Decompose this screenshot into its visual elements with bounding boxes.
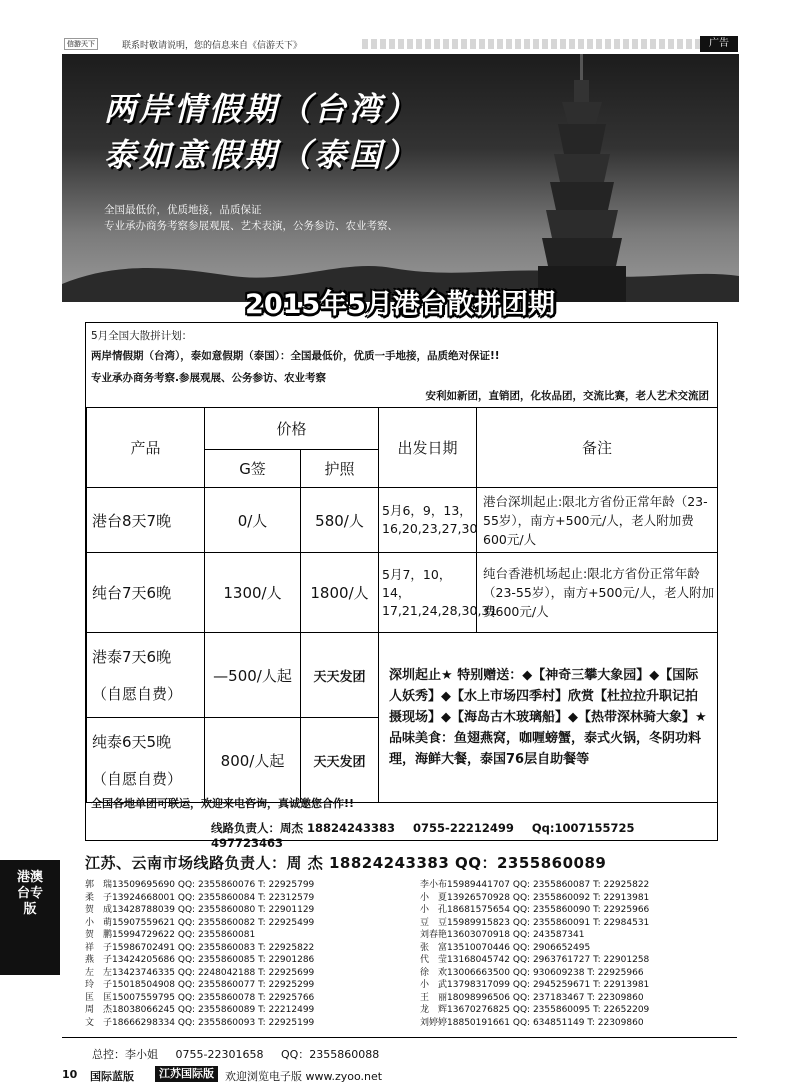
control-qq: QQ：2355860088 [280, 1048, 380, 1061]
contact-row: 周 杰18038066245 QQ: 2355860089 T: 22212499 [85, 1005, 315, 1015]
product-note: （自愿自费） [92, 770, 183, 788]
contact-tel: 22925699 [268, 967, 315, 978]
plan-services: 专业承办商务考察.参展观展、公务参访、农业考察 [91, 372, 326, 384]
contact-mobile: 13603070918 [447, 930, 511, 940]
contact-tel: 22925766 [268, 992, 315, 1003]
contact-mobile: 18666298334 [112, 1017, 176, 1028]
contact-mobile: 13798317099 [447, 980, 511, 990]
contact-tel: 22309860 [597, 1017, 644, 1028]
header-product: 产品 [87, 408, 205, 488]
contact-row: 匡 匡15007559795 QQ: 2355860078 T: 22925766 [85, 992, 315, 1003]
contact-qq: 2355860076 [197, 880, 256, 890]
product-name [87, 718, 205, 803]
group-price: —500/人起 [205, 633, 301, 718]
contact-row: 刘春艳13603070918 QQ: 243587341 [420, 930, 585, 940]
plan-headline: 两岸情假期（台湾），泰如意假期（泰国）：全国最低价，优质一手地接，品质绝对保证!! [91, 350, 500, 362]
contact-name: 贺 成 [85, 905, 113, 915]
contact-name: 张 富 [420, 942, 448, 953]
contact-row: 柔 子13924668001 QQ: 2355860084 T: 22312579 [85, 892, 315, 903]
header-price: 价格 [205, 408, 379, 450]
contact-name: 龙 辉 [420, 1005, 448, 1015]
contact-name: 左 左 [85, 967, 113, 978]
contact-qq: 2355860084 [197, 892, 256, 903]
contact-tel: 22925799 [268, 880, 315, 890]
contact-tel: 22925499 [268, 917, 315, 928]
contact-name: 文 子 [85, 1017, 113, 1028]
header-remark: 备注 [477, 408, 718, 488]
contact-qq: 2355860093 [197, 1017, 256, 1028]
footer-rule [62, 1037, 737, 1038]
contact-mobile: 13670276825 [447, 1005, 511, 1015]
header-passport: 护照 [301, 450, 379, 488]
plan-group-types: 安利如新团，直销团，化妆品团，交流比赛，老人艺术交流团 [425, 390, 709, 402]
website-note: 欢迎浏览电子版 www.zyoo.net [225, 1070, 383, 1083]
contact-row: 小 孔18681575654 QQ: 2355860090 T: 22925966 [420, 905, 650, 915]
header-date: 出发日期 [379, 408, 477, 488]
contact-name: 郭 瑞 [85, 880, 113, 890]
table-row [87, 633, 718, 718]
visa-price: 1300/人 [205, 553, 301, 633]
contact-qq: 2355860092 [532, 892, 591, 903]
contact-qq: 2355860095 [532, 1005, 591, 1015]
contact-qq: 634851149 [532, 1017, 585, 1028]
contact-qq: 2355860091 [532, 917, 591, 928]
hero-banner [62, 54, 739, 302]
market-lead: 江苏、云南市场线路负责人：周 杰 18824243383 QQ：2355860089 [85, 854, 607, 872]
contact-row: 贺 鹏15994729622 QQ: 2355860081 [85, 930, 256, 940]
contact-name: 小 孔 [420, 905, 448, 915]
contact-mobile: 15989915823 [447, 917, 511, 928]
route-manager-line [211, 820, 717, 850]
contact-tel: 22913981 [603, 980, 650, 990]
passport-price: 1800/人 [301, 553, 379, 633]
departure-frequency: 天天发团 [301, 718, 379, 803]
contact-name: 祥 子 [85, 942, 113, 953]
contact-mobile: 13924668001 [112, 892, 176, 903]
contact-qq: 2355860082 [197, 917, 256, 928]
contact-mobile: 13006663500 [447, 967, 511, 978]
side-tab-label: 港澳台专版 [16, 870, 43, 917]
contact-mobile: 13424205686 [112, 955, 176, 965]
contact-qq: 2906652495 [532, 942, 591, 953]
contact-row: 祥 子15986702491 QQ: 2355860083 T: 22925822 [85, 942, 315, 953]
product-note: （自愿自费） [92, 685, 183, 703]
contact-tel: 22984531 [603, 917, 650, 928]
page-number: 10 [62, 1068, 78, 1081]
contact-qq: 243587341 [532, 930, 585, 940]
thai-tour-remark: 深圳起止★ 特别赠送：◆【神奇三攀大象园】◆【国际人妖秀】◆【水上市场四季村】欣赏【杜拉拉升职记拍摄现场】◆【海岛古木玻璃船】◆【热带深林骑大象】★ 品味美食：鱼翅燕窝，咖喱螃蟹，泰式火锅，冬阴功料理，海鲜大餐，泰国76层自助餐等 [379, 633, 718, 803]
plan-intro: 5月全国大散拼计划： [91, 330, 193, 342]
contact-name: 燕 子 [85, 955, 113, 965]
contact-list-right [420, 879, 649, 1029]
page-headline: 2015年5月港台散拼团期 [245, 289, 555, 320]
contact-name: 小 武 [420, 980, 448, 990]
banner-subtitle-services: 专业承办商务考察参展观展、艺术表演，公务参访、农业考察、 [104, 220, 398, 232]
contact-tel: 22312579 [268, 892, 315, 903]
contact-row: 燕 子13424205686 QQ: 2355860085 T: 22901286 [85, 955, 315, 965]
contact-row: 张 富13510070446 QQ: 2906652495 [420, 942, 591, 953]
contact-qq: 2355860080 [197, 905, 256, 915]
contact-tel: 22925966 [603, 905, 650, 915]
contact-name: 玲 子 [85, 980, 113, 990]
contact-mobile: 18850191661 [447, 1017, 511, 1028]
contact-row: 小 萌15907559621 QQ: 2355860082 T: 22925499 [85, 917, 315, 928]
control-name: 总控：李小姐 [92, 1048, 158, 1061]
general-control [92, 1046, 393, 1062]
contact-row: 代 莹13168045742 QQ: 2963761727 T: 22901258 [420, 955, 650, 965]
contact-name: 王 丽 [420, 992, 448, 1003]
contact-row: 小 武13798317099 QQ: 2945259671 T: 22913981 [420, 980, 650, 990]
departure-frequency: 天天发团 [301, 633, 379, 718]
contact-qq: 2248042188 [197, 967, 256, 978]
contact-tel: 22652209 [603, 1005, 650, 1015]
edition-tag: 江苏国际版 [155, 1066, 218, 1082]
contact-row: 文 子18666298334 QQ: 2355860093 T: 22925199 [85, 1017, 315, 1028]
contact-qq: 2963761727 [532, 955, 591, 965]
cooperation-note: 全国各地单团可联运，欢迎来电咨询，真诚邀您合作!! [91, 797, 355, 810]
contact-name: 代 莹 [420, 955, 448, 965]
contact-tel: 22925199 [268, 1017, 315, 1028]
contact-tel: 22925822 [268, 942, 315, 953]
product-name: 港台8天7晚 [87, 488, 205, 553]
contact-tel: 22901129 [268, 905, 315, 915]
contact-name: 小 萌 [85, 917, 113, 928]
contact-name: 匡 匡 [85, 992, 113, 1003]
banner-subtitle: 全国最低价，优质地接，品质保证 [104, 204, 262, 216]
route-manager: 线路负责人：周杰 18824243383 [211, 821, 396, 835]
contact-mobile: 15018504908 [112, 980, 176, 990]
contact-name: 刘春艳 [420, 930, 448, 940]
product-title: 纯泰6天5晚 [92, 733, 172, 751]
product-title: 港泰7天6晚 [92, 648, 172, 666]
contact-row: 郭 瑞13509695690 QQ: 2355860076 T: 22925799 [85, 880, 315, 890]
contact-mobile: 13423746335 [112, 967, 176, 978]
contact-mobile: 13926570928 [447, 892, 511, 903]
banner-title-thailand: 泰如意假期（泰国） [104, 136, 420, 174]
contact-row: 左 左13423746335 QQ: 2248042188 T: 22925699 [85, 967, 315, 978]
contact-row: 豆 豆15989915823 QQ: 2355860091 T: 22984531 [420, 917, 650, 928]
row-remark: 纯台香港机场起止:限北方省份正常年龄（23-55岁），南方+500元/人，老人附加费600元/人 [477, 553, 718, 633]
contact-row: 李小布15989441707 QQ: 2355860087 T: 22925822 [420, 880, 650, 890]
departure-dates: 5月7，10，14，17,21,24,28,30,31 [379, 553, 477, 633]
contact-qq: 2355860081 [197, 930, 256, 940]
contact-name: 徐 欢 [420, 967, 448, 978]
passport-price: 580/人 [301, 488, 379, 553]
table-row [87, 488, 718, 553]
contact-qq: 2945259671 [532, 980, 591, 990]
contact-name: 贺 鹏 [85, 930, 113, 940]
contact-tel: 22901286 [268, 955, 315, 965]
ad-label: 广告 [700, 36, 738, 52]
contact-qq: 2355860089 [197, 1005, 256, 1015]
route-qq: Qq:1007155725 497723463 [211, 821, 635, 850]
contact-name: 周 杰 [85, 1005, 113, 1015]
contact-mobile: 18681575654 [447, 905, 511, 915]
contact-name: 刘婷婷 [420, 1017, 448, 1028]
contact-tel: 22925299 [268, 980, 315, 990]
control-phone: 0755-22301658 [175, 1048, 264, 1061]
contact-row: 王 丽18098996506 QQ: 237183467 T: 22309860 [420, 992, 644, 1003]
contact-mobile: 15994729622 [112, 930, 176, 940]
contact-qq: 2355860085 [197, 955, 256, 965]
contact-qq: 237183467 [532, 992, 585, 1003]
contact-list-left [85, 879, 314, 1029]
top-bar [62, 36, 737, 55]
contact-tel: 22925966 [597, 967, 644, 978]
contact-row: 徐 欢13006663500 QQ: 930609238 T: 22925966 [420, 967, 644, 978]
contact-qq: 930609238 [532, 967, 585, 978]
header-visa: G签 [205, 450, 301, 488]
contact-row: 玲 子15018504908 QQ: 2355860077 T: 22925299 [85, 980, 315, 990]
contact-qq: 2355860083 [197, 942, 256, 953]
contact-qq: 2355860087 [532, 880, 591, 890]
contact-mobile: 15986702491 [112, 942, 176, 953]
tour-schedule-box [85, 322, 718, 850]
contact-mobile: 13168045742 [447, 955, 511, 965]
contact-name: 豆 豆 [420, 917, 448, 928]
contact-row: 小 夏13926570928 QQ: 2355860092 T: 22913981 [420, 892, 650, 903]
contact-mobile: 15907559621 [112, 917, 176, 928]
departure-dates: 5月6，9，13，16,20,23,27,30 [379, 488, 477, 553]
contact-tel: 22913981 [603, 892, 650, 903]
contact-qq: 2355860077 [197, 980, 256, 990]
contact-tel: 22212499 [268, 1005, 315, 1015]
banner-title-taiwan: 两岸情假期（台湾） [104, 90, 420, 128]
contact-name: 小 夏 [420, 892, 448, 903]
contact-mobile: 13428788039 [112, 905, 176, 915]
contact-note: 联系时敬请说明，您的信息来自《信游天下》 [122, 41, 303, 51]
contact-name: 柔 子 [85, 892, 113, 903]
section-label: 国际蓝版 [90, 1070, 134, 1083]
decorative-stripe [362, 39, 722, 49]
contact-mobile: 13509695690 [112, 880, 176, 890]
contact-tel: 22925822 [603, 880, 650, 890]
contact-tel: 22901258 [603, 955, 650, 965]
contact-name: 李小布 [420, 880, 448, 890]
product-name: 纯台7天6晚 [87, 553, 205, 633]
publication-logo: 信游天下 [64, 38, 98, 50]
product-name [87, 633, 205, 718]
contact-mobile: 18098996506 [447, 992, 511, 1003]
row-remark: 港台深圳起止:限北方省份正常年龄（23-55岁），南方+500元/人，老人附加费600元/人 [477, 488, 718, 553]
contact-mobile: 18038066245 [112, 1005, 176, 1015]
section-side-tab [0, 860, 60, 975]
contact-mobile: 13510070446 [447, 942, 511, 953]
contact-row: 贺 成13428788039 QQ: 2355860080 T: 22901129 [85, 905, 315, 915]
group-price: 800/人起 [205, 718, 301, 803]
contact-mobile: 15989441707 [447, 880, 511, 890]
price-table [86, 407, 718, 803]
table-row [87, 553, 718, 633]
contact-qq: 2355860078 [197, 992, 256, 1003]
contact-row: 刘婷婷18850191661 QQ: 634851149 T: 22309860 [420, 1017, 644, 1028]
route-phone: 0755-22212499 [413, 821, 514, 835]
contact-mobile: 15007559795 [112, 992, 176, 1003]
contact-tel: 22309860 [597, 992, 644, 1003]
contact-qq: 2355860090 [532, 905, 591, 915]
visa-price: 0/人 [205, 488, 301, 553]
contact-row: 龙 辉13670276825 QQ: 2355860095 T: 22652209 [420, 1005, 650, 1015]
